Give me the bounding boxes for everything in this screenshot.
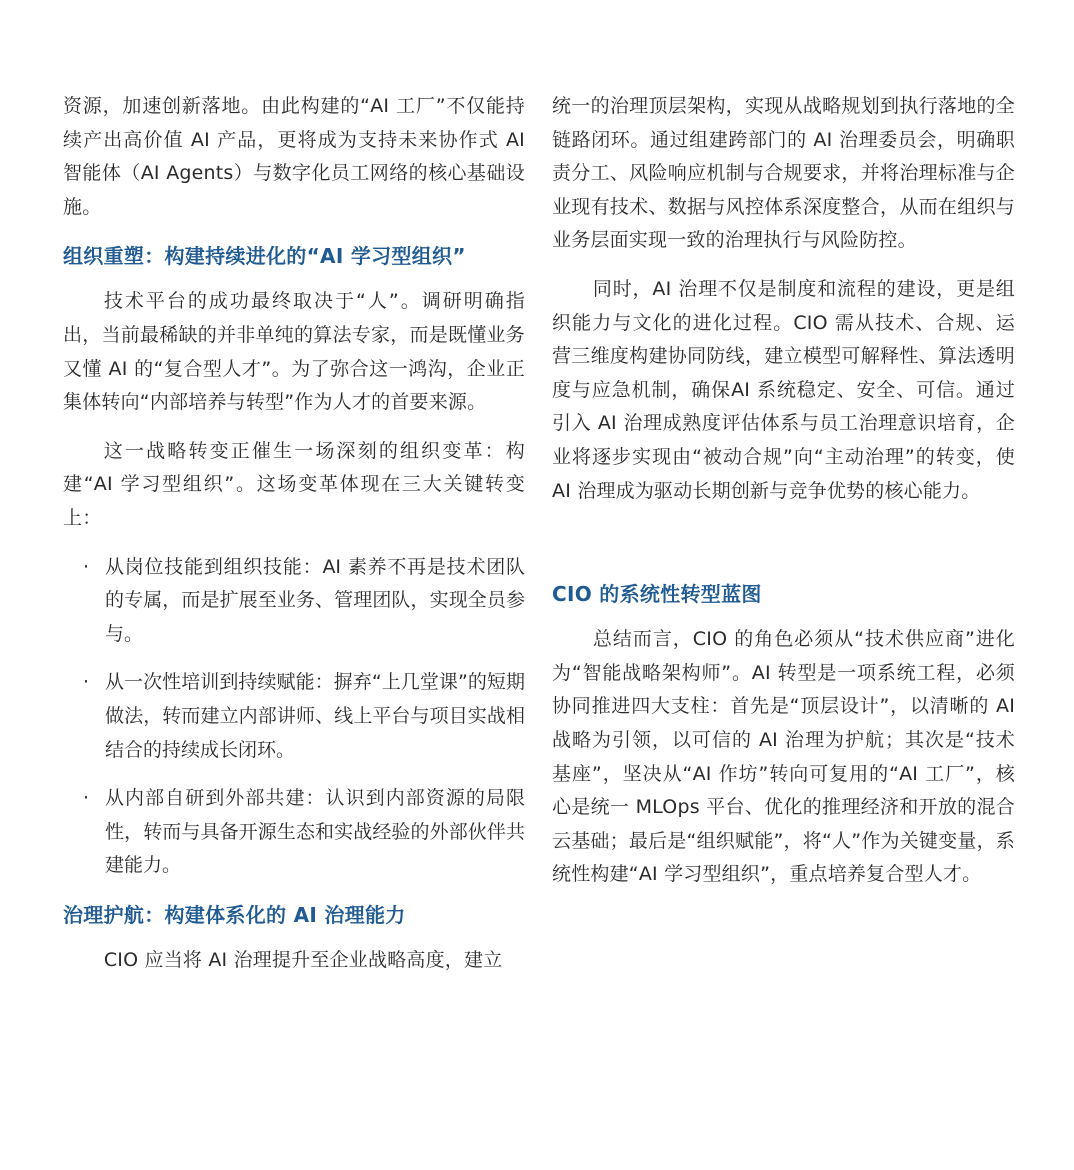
section-heading-organization: 组织重塑：构建持续进化的“AI 学习型组织” [63, 244, 466, 269]
list-item [63, 666, 525, 767]
bullet-icon: · [83, 787, 90, 810]
summary-paragraph: 总结而言，CIO 的角色必须从“技术供应商”进化为“智能战略架构师”。AI 转型是一项系统工程，必须协同推进四大支柱：首先是“顶层设计”，以清晰的 AI 战略为引领，以可信的 AI 治理为护航；其次是“技术基座”，坚决从“AI 作坊”转向可复用的“AI 工厂”，核心是统一 MLOps 平台、优化的推理经济和开放的混合云基础；最后是“组织赋能”，将“人”作为关键变量，系统性构建“AI 学习型组织”，重点培养复合型人才。 [552, 628, 1015, 886]
talent-paragraph: 技术平台的成功最终取决于“人”。调研明确指出，当前最稀缺的并非单纯的算法专家，而是既懂业务又懂 AI 的“复合型人才”。为了弥合这一鸿沟，企业正集体转向“内部培养与转型”作为人才的首要来源。 [63, 290, 525, 414]
left-column [63, 90, 525, 992]
governance-culture-paragraph: 同时，AI 治理不仅是制度和流程的建设，更是组织能力与文化的进化过程。CIO 需从技术、合规、运营三维度构建协同防线，建立模型可解释性、算法透明度与应急机制，确保AI 系统稳定、安全、可信。通过引入 AI 治理成熟度评估体系与员工治理意识培育，企业将逐步实现由“被动合规”向“主动治理”的转变，使 AI 治理成为驱动长期创新与竞争优势的核心能力。 [552, 277, 1015, 502]
governance-paragraph-start: CIO 应当将 AI 治理提升至企业战略高度，建立 [103, 948, 503, 971]
bullet-icon: · [83, 555, 90, 578]
list-item-text: 从内部自研到外部共建：认识到内部资源的局限性，转而与具备开源生态和实战经验的外部伙伴共建能力。 [105, 787, 525, 877]
list-item [63, 551, 525, 652]
section-heading-blueprint: CIO 的系统性转型蓝图 [552, 582, 762, 607]
org-change-paragraph: 这一战略转变正催生一场深刻的组织变革：构建“AI 学习型组织”。这场变革体现在三大关键转变上： [63, 439, 525, 529]
list-item [63, 782, 525, 883]
list-item-text: 从一次性培训到持续赋能：摒弃“上几堂课”的短期做法，转而建立内部讲师、线上平台与项目实战相结合的持续成长闭环。 [105, 671, 525, 761]
transformation-bullet-list [63, 551, 525, 883]
list-item-text: 从岗位技能到组织技能：AI 素养不再是技术团队的专属，而是扩展至业务、管理团队，实现全员参与。 [105, 555, 525, 645]
governance-paragraph-continued: 统一的治理顶层架构，实现从战略规划到执行落地的全链路闭环。通过组建跨部门的 AI 治理委员会，明确职责分工、风险响应机制与合规要求，并将治理标准与企业现有技术、数据与风控体系深度整合，从而在组织与业务层面实现一致的治理执行与风险防控。 [552, 95, 1015, 252]
section-heading-governance: 治理护航：构建体系化的 AI 治理能力 [63, 902, 406, 927]
right-column [552, 90, 1015, 907]
section-spacer [552, 523, 1015, 569]
intro-paragraph: 资源，加速创新落地。由此构建的“AI 工厂”不仅能持续产出高价值 AI 产品，更将成为支持未来协作式 AI 智能体（AI Agents）与数字化员工网络的核心基础设施。 [63, 95, 525, 218]
bullet-icon: · [83, 671, 90, 694]
